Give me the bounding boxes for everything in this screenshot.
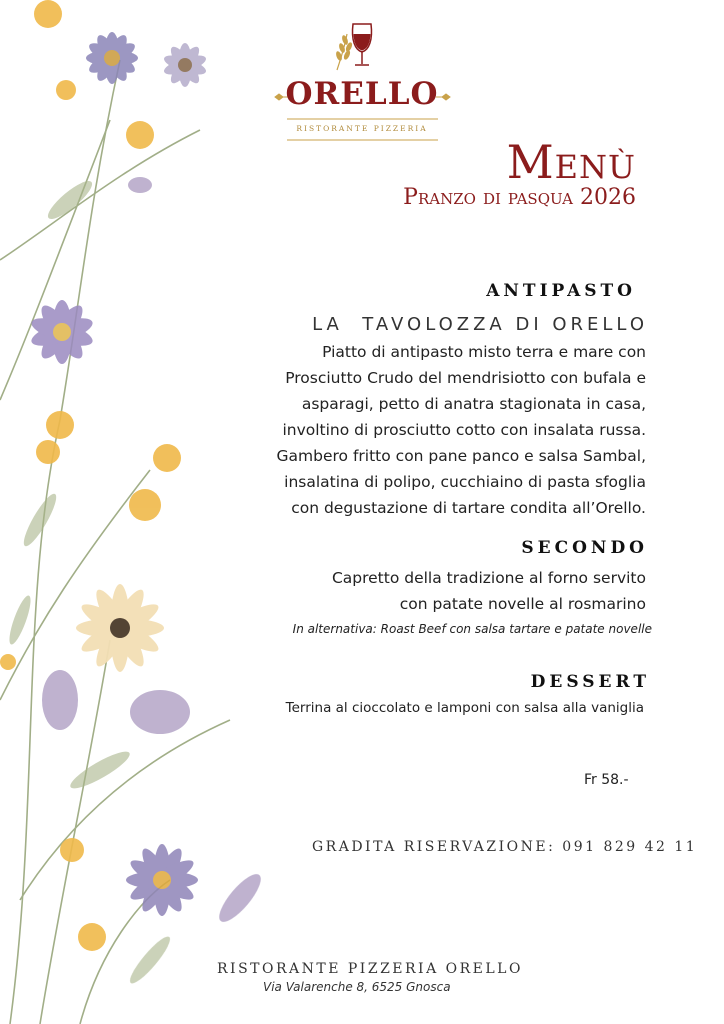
description-line: Prosciutto Crudo del mendrisiotto con bufala e bbox=[285, 369, 646, 387]
secondo-heading: SECONDO bbox=[521, 538, 648, 558]
dessert-description: Terrina al cioccolato e lamponi con salsa alla vaniglia bbox=[285, 700, 644, 716]
description-line: insalatina di polipo, cucchiaino di pasta sfoglia bbox=[284, 473, 646, 491]
antipasto-description bbox=[277, 339, 646, 521]
secondo-description bbox=[332, 565, 646, 617]
description-line: involtino di prosciutto cotto con insalata russa. bbox=[282, 421, 646, 439]
description-line: asparagi, petto di anatra stagionata in casa, bbox=[301, 395, 646, 413]
antipasto-dish-name: LA TAVOLOZZA DI ORELLO bbox=[312, 314, 648, 335]
description-line: Gambero fritto con pane panco e salsa Sambal, bbox=[276, 447, 646, 465]
description-line: Capretto della tradizione al forno servito bbox=[331, 569, 646, 587]
menu-subtitle: Pranzo di pasqua 2026 bbox=[403, 185, 636, 210]
menu-price: Fr 58.- bbox=[584, 772, 629, 788]
brand-name: ORELLO bbox=[285, 76, 439, 112]
dessert-heading: DESSERT bbox=[530, 672, 650, 692]
antipasto-heading: ANTIPASTO bbox=[486, 281, 636, 301]
secondo-alternative: In alternativa: Roast Beef con salsa tartare e patate novelle bbox=[292, 622, 652, 636]
footer-restaurant-name: RISTORANTE PIZZERIA ORELLO bbox=[217, 961, 523, 977]
reservation-phone: GRADITA RISERVAZIONE: 091 829 42 11 bbox=[312, 839, 698, 855]
description-line: Piatto di antipasto misto terra e mare con bbox=[322, 343, 646, 361]
menu-title: Menù bbox=[506, 135, 636, 189]
footer-address: Via Valarenche 8, 6525 Gnosca bbox=[263, 980, 451, 994]
description-line: con patate novelle al rosmarino bbox=[399, 595, 646, 613]
description-line: con degustazione di tartare condita all’Orello. bbox=[291, 499, 646, 517]
wildflower-illustration bbox=[0, 0, 300, 1024]
brand-subtitle: RISTORANTE PIZZERIA bbox=[296, 124, 428, 133]
wine-glass-icon bbox=[352, 24, 371, 65]
wheat-icon bbox=[335, 34, 353, 70]
